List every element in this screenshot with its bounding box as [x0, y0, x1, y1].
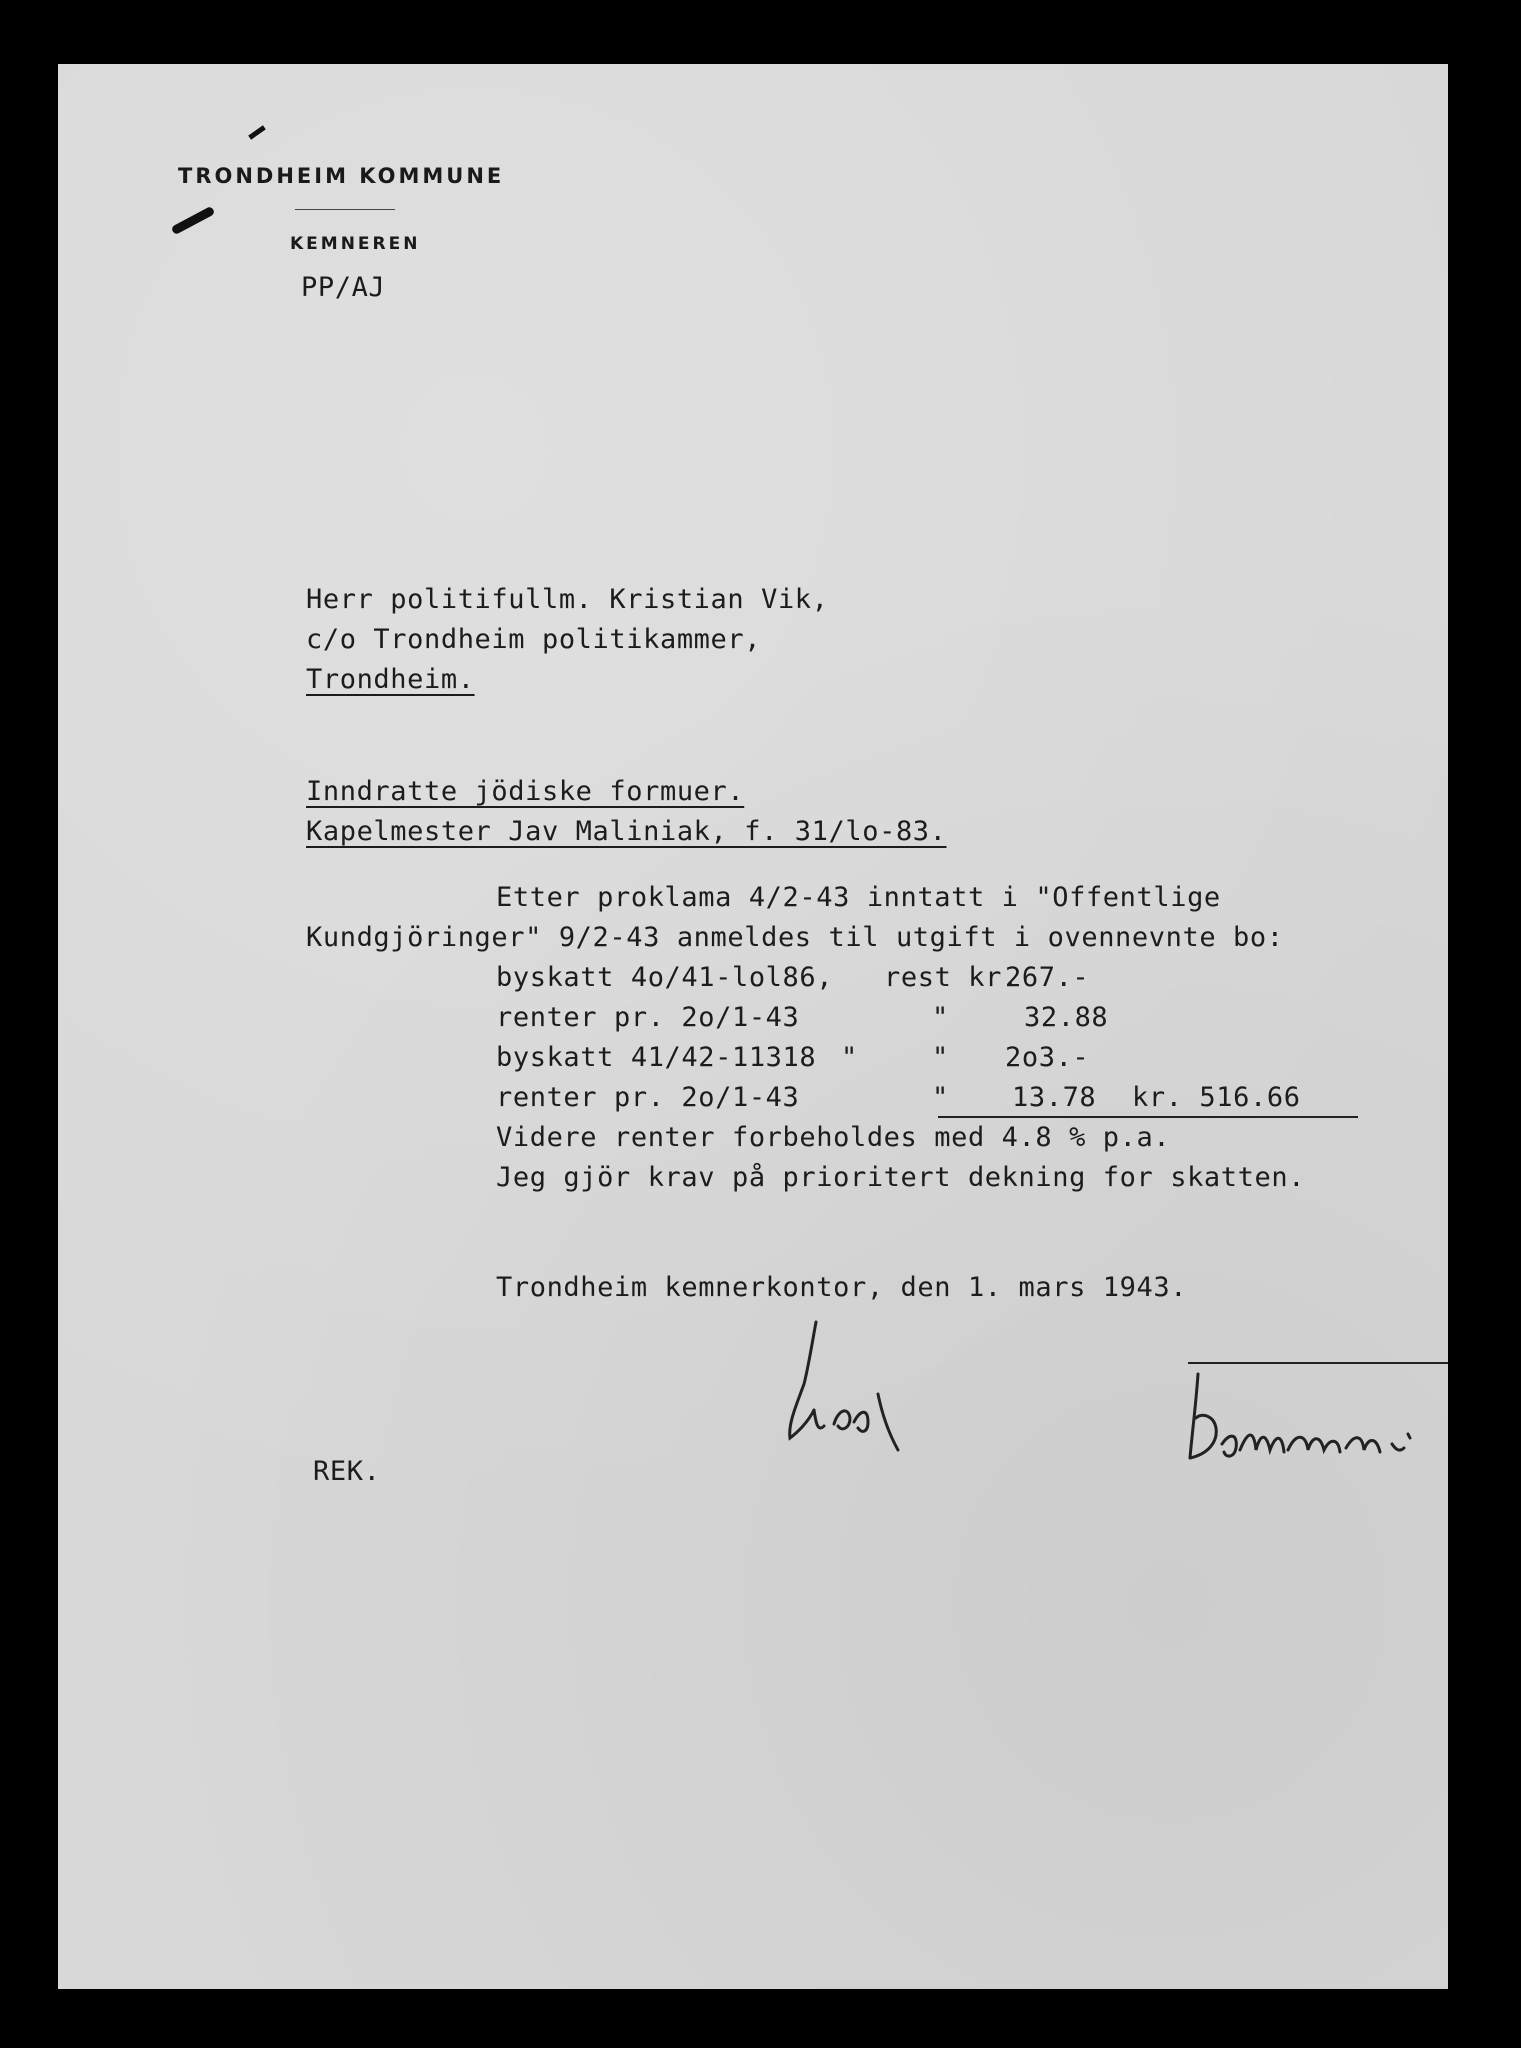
- claim-amount: 2o3.-: [1005, 1042, 1090, 1073]
- claim-item: renter pr. 2o/1-43: [496, 1002, 800, 1033]
- claim-amount: 32.88: [1024, 1002, 1109, 1033]
- place-date-line: Trondheim kemnerkontor, den 1. mars 1943.: [496, 1272, 1188, 1303]
- claim-amount: 267.-: [1005, 962, 1090, 993]
- recipient-line-1: Herr politifullm. Kristian Vik,: [306, 584, 829, 615]
- letterhead-department: KEMNEREN: [290, 234, 421, 254]
- intro-line-2: Kundgjöringer" 9/2-43 anmeldes til utgift i ovennevnte bo:: [306, 922, 1284, 953]
- handwritten-signature: [1178, 1354, 1448, 1464]
- handwritten-initials: [738, 1314, 918, 1454]
- document-page: [58, 64, 1448, 1989]
- claim-amount: 13.78: [1012, 1082, 1097, 1113]
- subject-line-2: Kapelmester Jav Maliniak, f. 31/lo-83.: [306, 816, 947, 847]
- letterhead-divider: [295, 209, 395, 210]
- registered-mail-note: REK.: [313, 1456, 381, 1487]
- total-underline: [938, 1116, 1358, 1118]
- recipient-city: Trondheim.: [306, 664, 475, 695]
- ink-smudge: [171, 206, 216, 236]
- claim-ditto: ": [932, 1002, 949, 1033]
- intro-line-1: Etter proklama 4/2-43 inntatt i "Offentlige: [496, 882, 1221, 913]
- claim-ditto: ": [841, 1042, 858, 1073]
- letterhead-organization: TRONDHEIM KOMMUNE: [178, 164, 505, 188]
- claim-ditto: ": [932, 1082, 949, 1113]
- claim-item: renter pr. 2o/1-43: [496, 1082, 800, 1113]
- claim-rest-label: rest kr.: [884, 962, 1019, 993]
- claims-total: kr. 516.66: [1132, 1082, 1301, 1113]
- ink-smudge: [248, 125, 266, 139]
- claim-item: byskatt 41/42-11318: [496, 1042, 817, 1073]
- claim-ditto: ": [932, 1042, 949, 1073]
- recipient-line-2: c/o Trondheim politikammer,: [306, 624, 762, 655]
- reference-code: PP/AJ: [301, 272, 386, 303]
- interest-note: Videre renter forbeholdes med 4.8 % p.a.: [496, 1122, 1171, 1153]
- claim-item: byskatt 4o/41-lol86,: [496, 962, 834, 993]
- priority-note: Jeg gjör krav på prioritert dekning for skatten.: [496, 1162, 1306, 1193]
- subject-line-1: Inndratte jödiske formuer.: [306, 776, 745, 807]
